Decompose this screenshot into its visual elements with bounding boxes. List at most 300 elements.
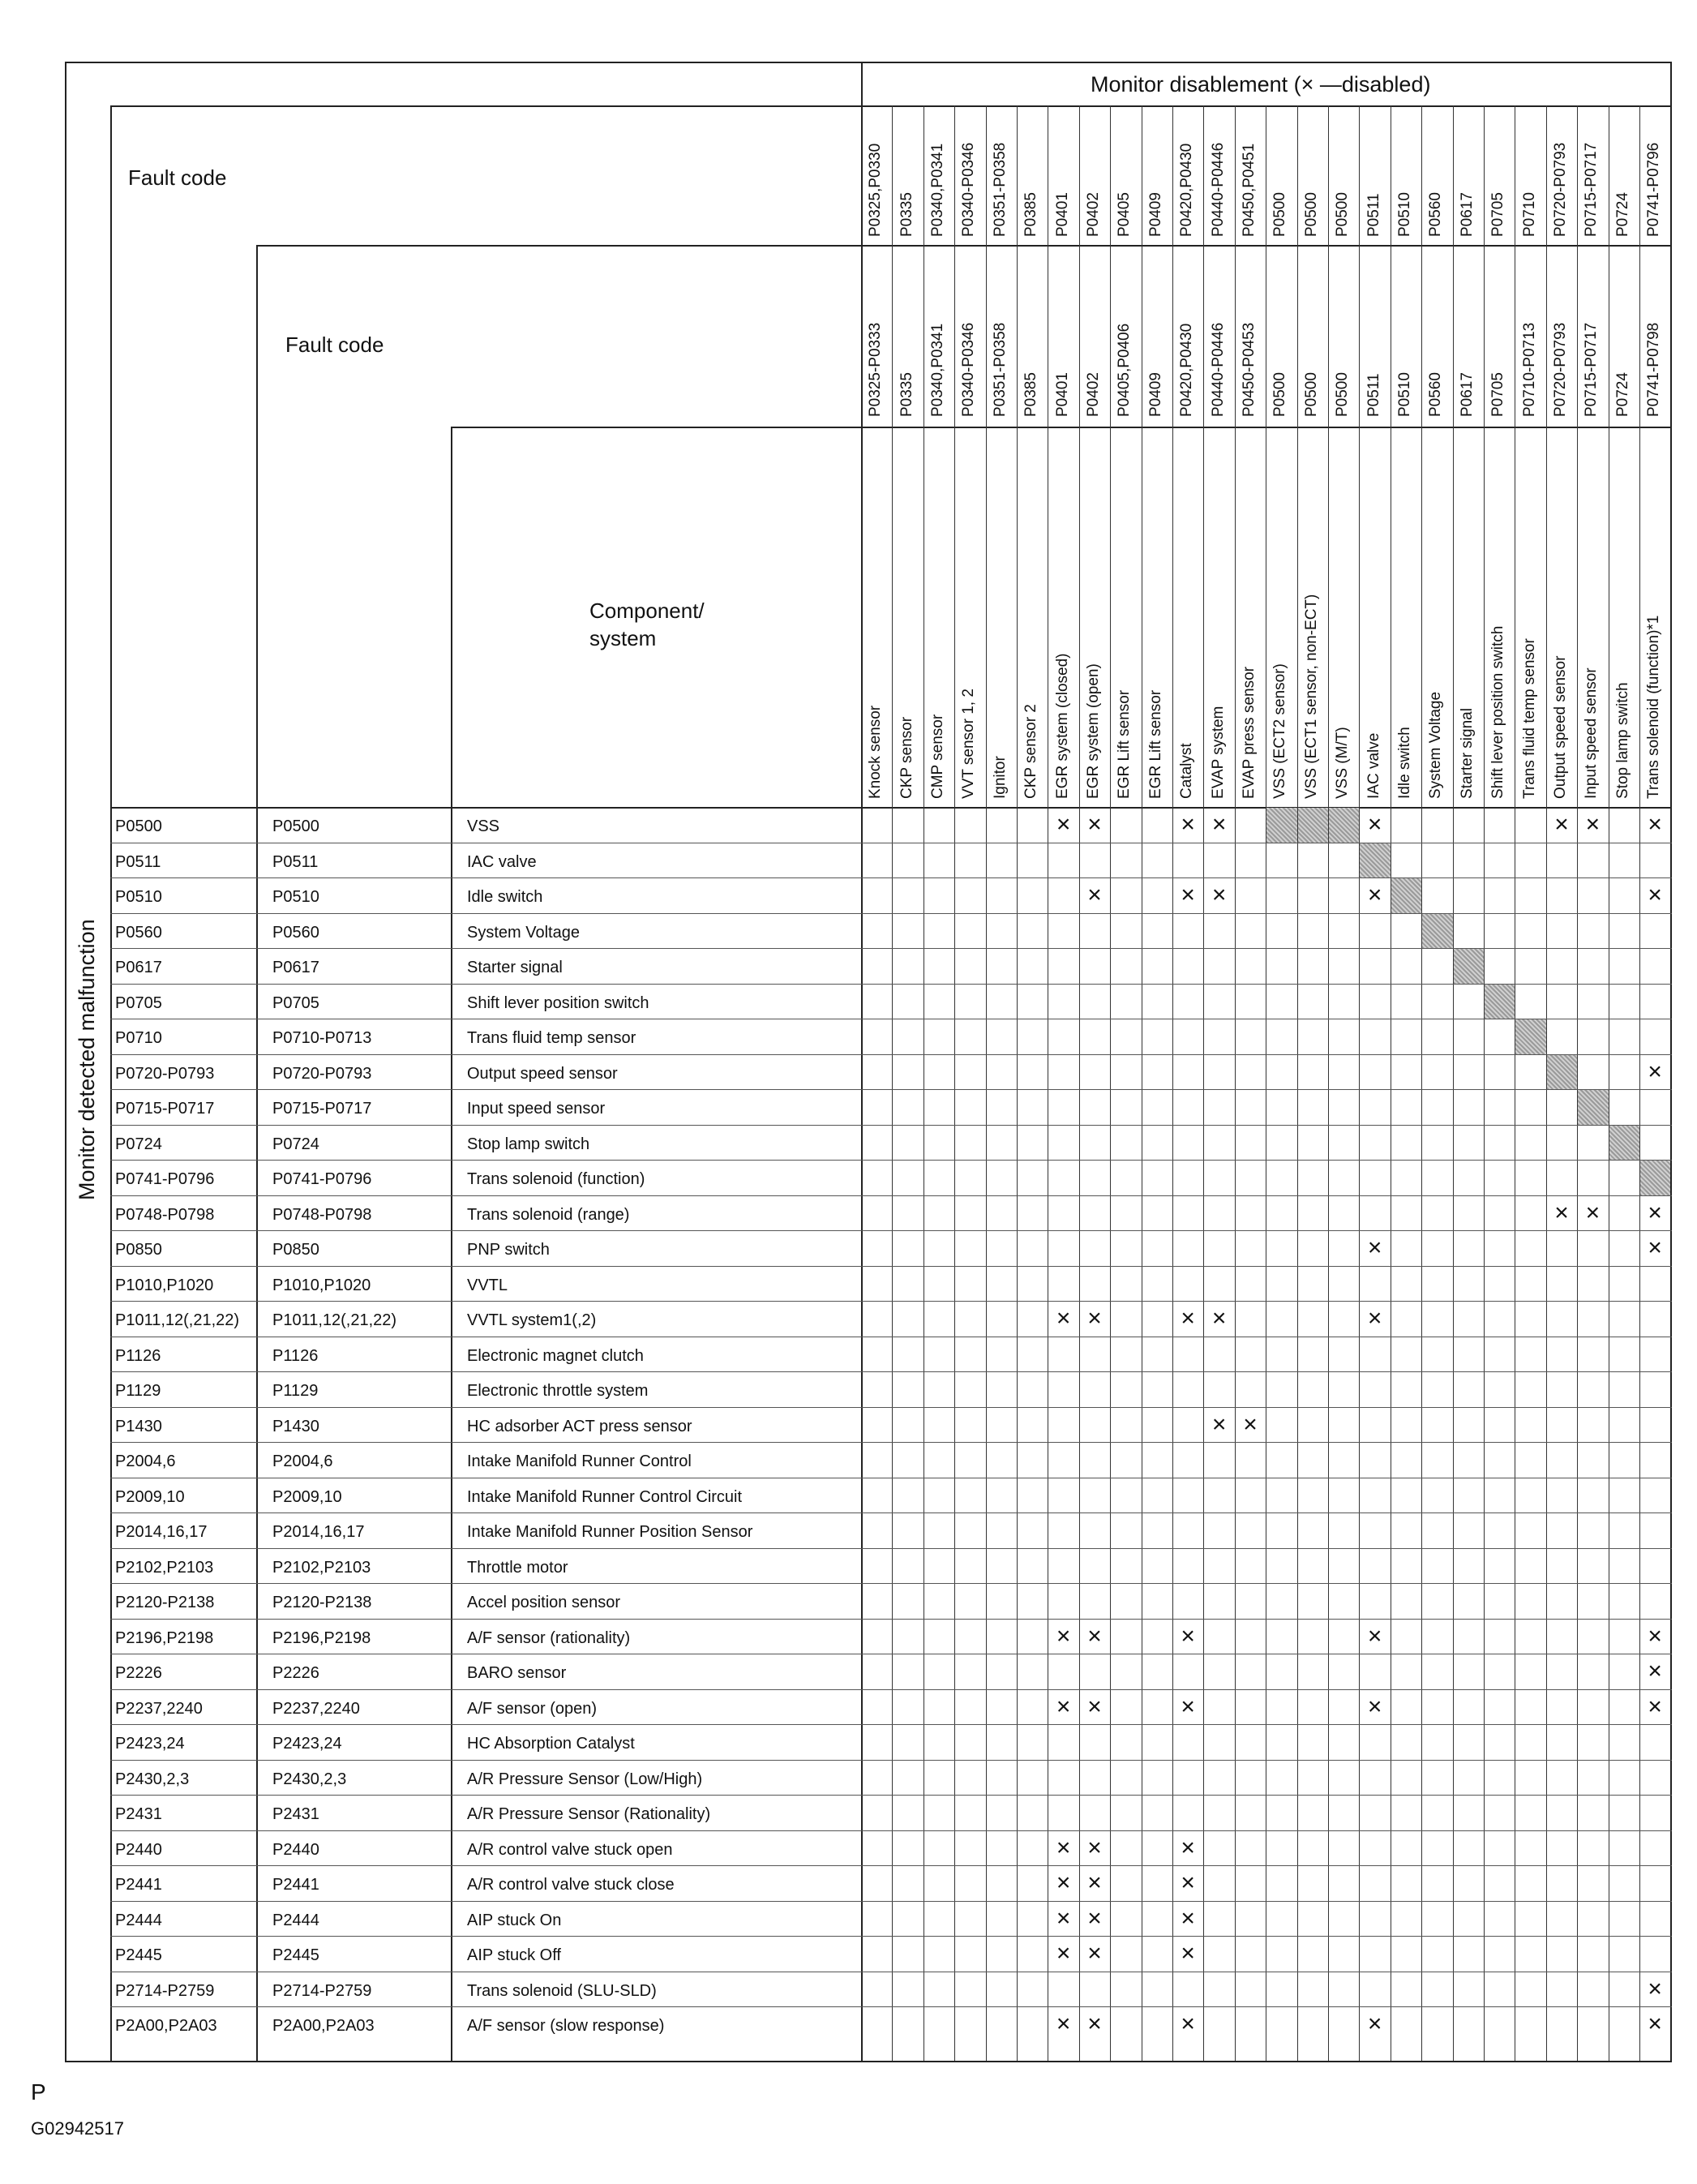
row-component: System Voltage — [467, 923, 580, 942]
disable-mark: × — [1554, 1199, 1569, 1226]
row-component: Electronic throttle system — [467, 1382, 649, 1400]
row-fault-code-1: P2A00,P2A03 — [115, 2017, 217, 2035]
disabled-self-cell — [1515, 1019, 1545, 1054]
disabled-self-cell — [1485, 985, 1515, 1019]
column-code-2: P0405,P0406 — [1116, 323, 1133, 417]
disable-mark: × — [1367, 882, 1382, 908]
matrix-column-divider — [1328, 105, 1329, 2061]
matrix-column-divider — [986, 105, 987, 2061]
column-code-1: P0340-P0346 — [960, 142, 978, 237]
row-fault-code-2: P1126 — [272, 1346, 319, 1365]
row-fault-code-2: P0748-P0798 — [272, 1205, 372, 1224]
row-fault-code-1: P1011,12(,21,22) — [115, 1311, 240, 1329]
row-fault-code-2: P0850 — [272, 1241, 319, 1259]
disable-mark: × — [1056, 2010, 1071, 2037]
disabled-self-cell — [1298, 808, 1328, 843]
row-component: A/R Pressure Sensor (Rationality) — [467, 1805, 711, 1823]
column-component-name: CMP sensor — [929, 714, 946, 799]
row-component: Shift lever position switch — [467, 993, 649, 1012]
row-fault-code-2: P2004,6 — [272, 1452, 333, 1470]
row-component: Trans solenoid (SLU-SLD) — [467, 1981, 657, 2000]
column-component-name: EGR Lift sensor — [1146, 689, 1164, 799]
column-component-name: Trans solenoid (function)*1 — [1645, 615, 1663, 799]
disabled-self-cell — [1609, 1126, 1639, 1161]
row-fault-code-1: P1430 — [115, 1417, 162, 1435]
row-fault-code-2: P2431 — [272, 1805, 319, 1823]
row-component: A/F sensor (slow response) — [467, 2017, 665, 2035]
disabled-self-cell — [1422, 914, 1452, 949]
component-label-line2: system — [589, 626, 657, 650]
row-component: AIP stuck Off — [467, 1946, 561, 1964]
row-fault-code-1: P1129 — [115, 1382, 161, 1400]
disable-mark: × — [1181, 882, 1195, 908]
column-component-name: VSS (M/T) — [1334, 727, 1352, 799]
column-code-2: P0409 — [1146, 372, 1164, 417]
row-component: Stop lamp switch — [467, 1135, 590, 1153]
disable-mark: × — [1087, 1305, 1102, 1332]
column-code-1: P0340,P0341 — [929, 143, 946, 237]
matrix-column-divider — [1203, 105, 1204, 2061]
table-row-divider — [110, 1619, 1672, 1620]
row-fault-code-2: P1010,P1020 — [272, 1276, 371, 1294]
disable-mark: × — [1087, 1693, 1102, 1720]
column-code-1: P0560 — [1427, 192, 1445, 237]
table-row-divider — [110, 2006, 1672, 2007]
disabled-self-cell — [1547, 1055, 1577, 1090]
disable-mark: × — [1181, 1622, 1195, 1650]
column-code-1: P0351-P0358 — [991, 142, 1009, 237]
disable-mark: × — [1648, 1975, 1662, 2002]
matrix-column-divider — [1421, 105, 1422, 2061]
row-component: Trans solenoid (range) — [467, 1205, 630, 1224]
row-fault-code-1: P1010,P1020 — [115, 1276, 214, 1294]
row-fault-code-1: P0510 — [115, 888, 162, 906]
column-code-1: P0720-P0793 — [1552, 142, 1569, 237]
row-fault-code-2: P0724 — [272, 1135, 319, 1153]
row-fault-code-1: P2440 — [115, 1840, 162, 1859]
column-component-name: Ignitor — [991, 756, 1009, 799]
disable-mark: × — [1211, 882, 1227, 908]
column-code-1: P0724 — [1613, 192, 1631, 237]
column-component-name: VSS (ECT1 sensor, non-ECT) — [1302, 594, 1320, 799]
table-row-divider — [110, 1936, 1672, 1937]
table-row-divider — [110, 1901, 1672, 1902]
row-component: HC adsorber ACT press sensor — [467, 1417, 692, 1435]
column-code-2: P0440-P0446 — [1209, 322, 1227, 417]
column-code-1: P0420,P0430 — [1178, 143, 1196, 237]
row-fault-code-1: P2431 — [115, 1805, 162, 1823]
row-fault-code-2: P2430,2,3 — [272, 1770, 347, 1788]
side-label: Monitor detected malfunction — [75, 919, 99, 1200]
column-code-2: P0715-P0717 — [1583, 322, 1601, 417]
row-component: VSS — [467, 817, 500, 835]
row-fault-code-1: P0705 — [115, 993, 162, 1012]
column-code-1: P0710 — [1520, 192, 1538, 237]
footer-letter: P — [31, 2079, 46, 2105]
row-component: AIP stuck On — [467, 1911, 562, 1929]
row-component: Input speed sensor — [467, 1100, 606, 1118]
row-fault-code-1: P0748-P0798 — [115, 1205, 215, 1224]
column-code-1: P0500 — [1302, 192, 1320, 237]
header-sep-code2 — [451, 427, 1672, 428]
row-fault-code-2: P2014,16,17 — [272, 1523, 365, 1541]
matrix-column-divider — [1297, 105, 1298, 2061]
matrix-column-divider — [1172, 105, 1173, 2061]
row-component: BARO sensor — [467, 1664, 567, 1682]
disable-mark: × — [1181, 1869, 1195, 1896]
row-component: Intake Manifold Runner Position Sensor — [467, 1523, 753, 1541]
column-code-2: P0385 — [1022, 372, 1040, 417]
matrix-column-divider — [1110, 105, 1111, 2061]
row-fault-code-2: P1011,12(,21,22) — [272, 1311, 397, 1329]
disabled-self-cell — [1391, 878, 1421, 913]
column-code-2: P0560 — [1427, 372, 1445, 417]
column-component-name: EGR system (open) — [1085, 663, 1102, 799]
column-code-2: P0401 — [1053, 372, 1071, 417]
column-code-1: P0385 — [1022, 192, 1040, 237]
row-fault-code-2: P2120-P2138 — [272, 1594, 372, 1611]
disable-mark: × — [1648, 882, 1662, 908]
column-code-2: P0741-P0798 — [1645, 322, 1663, 417]
row-fault-code-1: P0511 — [115, 852, 161, 871]
disabled-self-cell — [1578, 1090, 1608, 1125]
row-fault-code-1: P2004,6 — [115, 1452, 176, 1470]
column-component-name: VSS (ECT2 sensor) — [1271, 663, 1289, 799]
row-component: A/F sensor (rationality) — [467, 1628, 631, 1647]
disable-mark: × — [1181, 811, 1195, 838]
code2-divider — [451, 427, 452, 2062]
row-fault-code-2: P0511 — [272, 852, 319, 871]
row-fault-code-2: P1430 — [272, 1417, 319, 1435]
disable-mark: × — [1181, 2010, 1195, 2037]
frame-top-border — [65, 62, 1672, 63]
row-fault-code-2: P0720-P0793 — [272, 1064, 372, 1083]
column-code-2: P0500 — [1271, 372, 1289, 417]
row-component: VVTL — [467, 1276, 508, 1294]
matrix-column-divider — [954, 105, 955, 2061]
row-fault-code-2: P2444 — [272, 1911, 319, 1929]
row-component: VVTL system1(,2) — [467, 1311, 597, 1329]
disable-mark: × — [1367, 1693, 1382, 1720]
column-component-name: Trans fluid temp sensor — [1520, 638, 1538, 799]
disable-mark: × — [1648, 1234, 1662, 1261]
table-row-divider — [110, 1089, 1672, 1090]
matrix-left-divider — [861, 62, 863, 2062]
disable-mark: × — [1648, 1058, 1662, 1085]
table-row-divider — [110, 1689, 1672, 1690]
row-fault-code-1: P2445 — [115, 1946, 162, 1964]
disable-mark: × — [1056, 1622, 1071, 1650]
disable-mark: × — [1211, 1410, 1227, 1438]
disable-mark: × — [1087, 1869, 1102, 1896]
table-row-divider — [110, 1407, 1672, 1408]
row-fault-code-1: P0710 — [115, 1029, 162, 1047]
disable-mark: × — [1367, 811, 1382, 838]
row-fault-code-2: P0705 — [272, 993, 319, 1012]
disable-mark: × — [1087, 1622, 1102, 1650]
frame-left-border — [65, 62, 66, 2062]
column-code-1: P0401 — [1053, 192, 1071, 237]
row-fault-code-1: P2430,2,3 — [115, 1770, 190, 1788]
table-row-divider — [110, 1054, 1672, 1055]
table-row-divider — [110, 1301, 1672, 1302]
row-fault-code-2: P2102,P2103 — [272, 1558, 371, 1577]
column-code-1: P0510 — [1396, 192, 1413, 237]
row-component: Intake Manifold Runner Control — [467, 1452, 692, 1470]
disable-mark: × — [1648, 811, 1662, 838]
disable-mark: × — [1181, 1305, 1195, 1332]
row-component: Output speed sensor — [467, 1064, 618, 1083]
column-code-2: P0705 — [1489, 372, 1507, 417]
monitor-title-underline — [110, 105, 1672, 107]
matrix-column-divider — [1017, 105, 1018, 2061]
row-fault-code-2: P2714-P2759 — [272, 1981, 372, 2000]
column-code-2: P0450-P0453 — [1241, 322, 1258, 417]
row-fault-code-2: P0710-P0713 — [272, 1029, 372, 1047]
row-fault-code-2: P2423,24 — [272, 1735, 342, 1753]
disable-mark: × — [1367, 2010, 1382, 2037]
row-fault-code-2: P0500 — [272, 817, 319, 835]
table-row-divider — [110, 1548, 1672, 1549]
row-component: PNP switch — [467, 1241, 550, 1259]
column-code-2: P0724 — [1613, 372, 1631, 417]
disable-mark: × — [1585, 811, 1601, 838]
disable-mark: × — [1181, 1904, 1195, 1932]
column-code-2: P0500 — [1334, 372, 1352, 417]
column-code-1: P0511 — [1365, 193, 1382, 237]
table-row-divider — [110, 984, 1672, 985]
row-fault-code-1: P2444 — [115, 1911, 162, 1929]
row-fault-code-2: P2440 — [272, 1840, 319, 1859]
column-component-name: CKP sensor 2 — [1022, 704, 1040, 799]
disable-mark: × — [1087, 1904, 1102, 1932]
column-code-1: P0500 — [1334, 192, 1352, 237]
row-component: Throttle motor — [467, 1558, 568, 1577]
disable-mark: × — [1648, 1622, 1662, 1650]
row-component: A/R control valve stuck open — [467, 1840, 673, 1859]
disable-mark: × — [1056, 1904, 1071, 1932]
row-fault-code-2: P1129 — [272, 1382, 319, 1400]
row-fault-code-1: P0850 — [115, 1241, 162, 1259]
column-code-1: P0450,P0451 — [1241, 143, 1258, 237]
column-component-name: Input speed sensor — [1583, 667, 1601, 799]
row-component: Intake Manifold Runner Control Circuit — [467, 1487, 743, 1506]
disable-mark: × — [1554, 811, 1569, 838]
matrix-column-divider — [892, 105, 893, 2061]
table-row-divider — [110, 1865, 1672, 1866]
code1-divider — [256, 245, 258, 2062]
column-code-2: P0351-P0358 — [991, 322, 1009, 417]
column-code-1: P0705 — [1489, 192, 1507, 237]
column-component-name: Knock sensor — [867, 705, 885, 799]
row-fault-code-2: P2009,10 — [272, 1487, 342, 1506]
column-code-2: P0340-P0346 — [960, 322, 978, 417]
disable-mark: × — [1056, 1305, 1071, 1332]
row-fault-code-1: P0715-P0717 — [115, 1100, 215, 1118]
frame-bottom-border — [65, 2061, 1672, 2062]
row-fault-code-1: P2009,10 — [115, 1487, 185, 1506]
disable-mark: × — [1648, 1658, 1662, 1684]
left-label-divider — [110, 105, 112, 2062]
row-fault-code-1: P2102,P2103 — [115, 1558, 214, 1577]
row-fault-code-1: P0500 — [115, 817, 162, 835]
column-code-1: P0741-P0796 — [1645, 142, 1663, 237]
header-sep-code1 — [256, 245, 1672, 247]
row-fault-code-2: P0617 — [272, 959, 319, 976]
column-component-name: EVAP press sensor — [1241, 667, 1258, 799]
row-component: Electronic magnet clutch — [467, 1346, 644, 1365]
row-fault-code-2: P0715-P0717 — [272, 1100, 372, 1118]
row-fault-code-2: P2441 — [272, 1876, 319, 1894]
column-component-name: Output speed sensor — [1552, 655, 1569, 799]
table-row-divider — [110, 1160, 1672, 1161]
disable-mark: × — [1181, 1693, 1195, 1720]
table-row-divider — [110, 1583, 1672, 1584]
row-fault-code-1: P2423,24 — [115, 1735, 185, 1753]
header-sep-names — [110, 807, 1672, 809]
row-fault-code-1: P2014,16,17 — [115, 1523, 208, 1541]
disable-mark: × — [1087, 1834, 1102, 1861]
row-fault-code-2: P0560 — [272, 923, 319, 942]
column-component-name: CKP sensor — [898, 716, 915, 799]
matrix-column-divider — [1453, 105, 1454, 2061]
disable-mark: × — [1367, 1622, 1382, 1650]
column-component-name: Shift lever position switch — [1489, 625, 1507, 799]
table-row-divider — [110, 1512, 1672, 1513]
column-code-2: P0720-P0793 — [1552, 322, 1569, 417]
row-fault-code-1: P1126 — [115, 1346, 161, 1365]
disable-mark: × — [1181, 1940, 1195, 1967]
table-row-divider — [110, 948, 1672, 949]
disable-mark: × — [1056, 1693, 1071, 1720]
column-code-2: P0500 — [1302, 372, 1320, 417]
disable-mark: × — [1648, 2010, 1662, 2037]
column-code-2: P0402 — [1085, 372, 1102, 417]
disable-mark: × — [1087, 882, 1102, 908]
table-row-divider — [110, 1442, 1672, 1443]
row-component: Accel position sensor — [467, 1594, 620, 1611]
disable-mark: × — [1211, 811, 1227, 838]
column-code-2: P0325-P0333 — [867, 322, 885, 417]
table-row-divider — [110, 1795, 1672, 1796]
row-component: A/R Pressure Sensor (Low/High) — [467, 1770, 703, 1788]
column-component-name: IAC valve — [1365, 732, 1382, 799]
column-code-1: P0500 — [1271, 192, 1289, 237]
disabled-self-cell — [1360, 843, 1390, 878]
row-component: A/F sensor (open) — [467, 1699, 598, 1718]
column-code-2: P0710-P0713 — [1520, 322, 1538, 417]
row-fault-code-1: P0560 — [115, 923, 162, 942]
row-fault-code-1: P2441 — [115, 1876, 162, 1894]
column-code-2: P0617 — [1458, 372, 1476, 417]
row-fault-code-2: P0741-P0796 — [272, 1170, 372, 1188]
row-fault-code-1: P0724 — [115, 1135, 162, 1153]
disable-mark: × — [1648, 1693, 1662, 1720]
column-code-1: P0325,P0330 — [867, 143, 885, 237]
column-component-name: VVT sensor 1, 2 — [960, 689, 978, 799]
column-code-1: P0617 — [1458, 192, 1476, 237]
row-component: HC Absorption Catalyst — [467, 1735, 635, 1753]
disable-mark: × — [1087, 2010, 1102, 2037]
disabled-self-cell — [1266, 808, 1296, 843]
column-component-name: Idle switch — [1396, 727, 1413, 799]
row-fault-code-1: P0720-P0793 — [115, 1064, 215, 1083]
column-code-1: P0335 — [898, 192, 915, 237]
figure-id: G02942517 — [31, 2118, 124, 2139]
column-code-2: P0420,P0430 — [1178, 323, 1196, 417]
disabled-self-cell — [1454, 949, 1484, 984]
row-fault-code-1: P2120-P2138 — [115, 1594, 215, 1611]
row-fault-code-1: P2226 — [115, 1664, 162, 1682]
row-fault-code-2: P2237,2240 — [272, 1699, 360, 1718]
matrix-column-divider — [1235, 105, 1236, 2061]
column-code-1: P0402 — [1085, 192, 1102, 237]
row-fault-code-1: P0741-P0796 — [115, 1170, 215, 1188]
row-component: IAC valve — [467, 852, 537, 871]
disable-mark: × — [1056, 1940, 1071, 1967]
row-fault-code-1: P2714-P2759 — [115, 1981, 215, 2000]
column-component-name: Starter signal — [1458, 708, 1476, 799]
row-component: Idle switch — [467, 888, 543, 906]
disable-mark: × — [1367, 1234, 1382, 1261]
matrix-column-divider — [1079, 105, 1080, 2061]
table-row-divider — [110, 1760, 1672, 1761]
monitor-disablement-title: Monitor disablement (× —disabled) — [1091, 72, 1431, 97]
column-component-name: System Voltage — [1427, 691, 1445, 799]
table-row-divider — [110, 1830, 1672, 1831]
column-component-name: EVAP system — [1209, 706, 1227, 799]
column-code-1: P0405 — [1116, 192, 1133, 237]
column-component-name: EGR system (closed) — [1053, 653, 1071, 799]
table-row-divider — [110, 1724, 1672, 1725]
table-row-divider — [110, 1371, 1672, 1372]
fault-code-label-2: Fault code — [285, 333, 384, 357]
column-component-name: Catalyst — [1178, 743, 1196, 799]
disable-mark: × — [1367, 1305, 1382, 1332]
column-code-1: P0715-P0717 — [1583, 142, 1601, 237]
column-component-name: EGR Lift sensor — [1116, 689, 1133, 799]
table-row-divider — [110, 1195, 1672, 1196]
row-fault-code-2: P2445 — [272, 1946, 319, 1964]
table-row-divider — [110, 1230, 1672, 1231]
row-fault-code-2: P2196,P2198 — [272, 1628, 371, 1647]
row-fault-code-1: P0617 — [115, 959, 162, 976]
matrix-column-divider — [1484, 105, 1485, 2061]
column-code-2: P0340,P0341 — [929, 323, 946, 417]
table-row-divider — [110, 1125, 1672, 1126]
disable-mark: × — [1211, 1305, 1227, 1332]
column-code-2: P0510 — [1396, 372, 1413, 417]
disable-mark: × — [1648, 1199, 1662, 1226]
column-code-2: P0511 — [1365, 373, 1382, 417]
component-label-line1: Component/ — [589, 599, 705, 623]
row-component: Trans solenoid (function) — [467, 1170, 645, 1188]
disable-mark: × — [1087, 1940, 1102, 1967]
row-component: Starter signal — [467, 959, 563, 976]
row-fault-code-2: P0510 — [272, 888, 319, 906]
disable-mark: × — [1056, 1834, 1071, 1861]
disabled-self-cell — [1329, 808, 1359, 843]
column-component-name: Stop lamp switch — [1613, 682, 1631, 799]
disable-mark: × — [1585, 1199, 1601, 1226]
disable-mark: × — [1087, 811, 1102, 838]
row-component: A/R control valve stuck close — [467, 1876, 675, 1894]
row-fault-code-1: P2196,P2198 — [115, 1628, 214, 1647]
row-fault-code-1: P2237,2240 — [115, 1699, 203, 1718]
disable-mark: × — [1243, 1410, 1258, 1438]
fault-code-label-1: Fault code — [128, 165, 227, 190]
disable-mark: × — [1056, 811, 1071, 838]
